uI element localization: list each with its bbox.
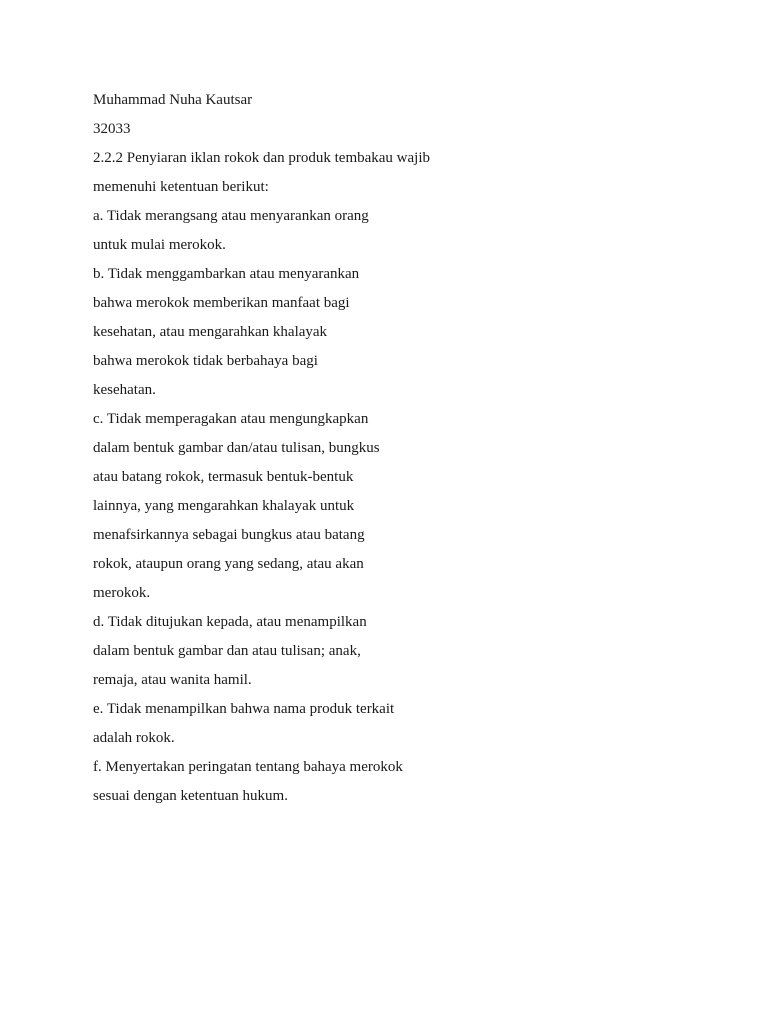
text-line: d. Tidak ditujukan kepada, atau menampilkan — [93, 614, 367, 630]
document-body — [93, 86, 693, 811]
text-line: adalah rokok. — [93, 730, 175, 746]
student-id: 32033 — [93, 121, 131, 137]
text-line: e. Tidak menampilkan bahwa nama produk terkait — [93, 701, 395, 717]
text-line: b. Tidak menggambarkan atau menyarankan — [93, 266, 360, 282]
text-line: 2.2.2 Penyiaran iklan rokok dan produk tembakau wajib — [93, 150, 431, 166]
text-line: sesuai dengan ketentuan hukum. — [93, 788, 288, 804]
text-line: dalam bentuk gambar dan/atau tulisan, bungkus — [93, 440, 380, 456]
text-line: f. Menyertakan peringatan tentang bahaya merokok — [93, 759, 403, 775]
text-line: bahwa merokok memberikan manfaat bagi — [93, 295, 350, 311]
text-line: kesehatan. — [93, 382, 156, 398]
text-line: merokok. — [93, 585, 151, 601]
text-line: untuk mulai merokok. — [93, 237, 226, 253]
author-name: Muhammad Nuha Kautsar — [93, 92, 253, 108]
text-line: a. Tidak merangsang atau menyarankan orang — [93, 208, 369, 224]
text-line: rokok, ataupun orang yang sedang, atau akan — [93, 556, 364, 572]
text-line: bahwa merokok tidak berbahaya bagi — [93, 353, 318, 369]
text-line: kesehatan, atau mengarahkan khalayak — [93, 324, 328, 340]
text-line: c. Tidak memperagakan atau mengungkapkan — [93, 411, 369, 427]
text-line: lainnya, yang mengarahkan khalayak untuk — [93, 498, 355, 514]
text-line: menafsirkannya sebagai bungkus atau batang — [93, 527, 365, 543]
text-line: memenuhi ketentuan berikut: — [93, 179, 269, 195]
text-line: dalam bentuk gambar dan atau tulisan; anak, — [93, 643, 361, 659]
text-line: remaja, atau wanita hamil. — [93, 672, 252, 688]
text-line: atau batang rokok, termasuk bentuk-bentuk — [93, 469, 354, 485]
